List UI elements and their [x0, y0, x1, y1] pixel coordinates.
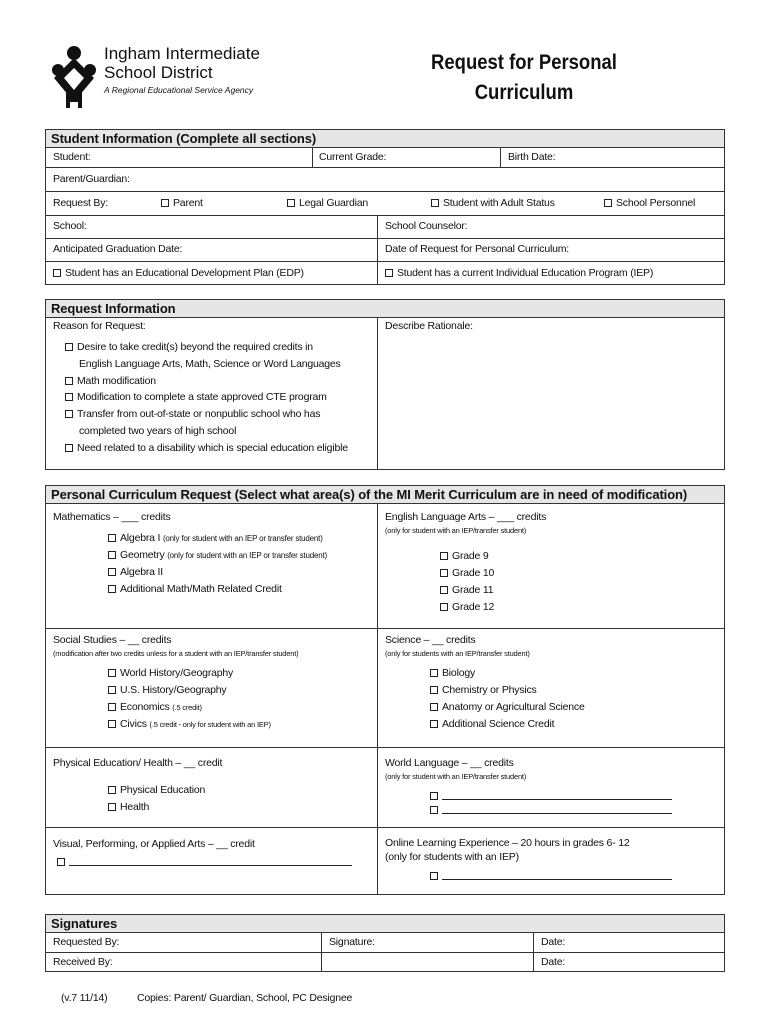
math-geometry[interactable]: Geometry (only for student with an IEP or transfer student): [108, 549, 327, 562]
school-field[interactable]: School:: [53, 220, 87, 232]
ela-grade10[interactable]: Grade 10: [440, 567, 494, 580]
math-label: Mathematics – ___ credits: [53, 511, 171, 523]
math-algebra1[interactable]: Algebra I (only for student with an IEP or transfer student): [108, 532, 323, 545]
reason-option-1[interactable]: Desire to take credit(s) beyond the required credits in: [65, 341, 313, 354]
student-info-heading: Student Information (Complete all sections): [45, 129, 725, 148]
checkbox-icon[interactable]: [440, 603, 448, 611]
checkbox-icon[interactable]: [57, 858, 65, 866]
received-by-field[interactable]: Received By:: [53, 956, 113, 968]
online-label: Online Learning Experience – 20 hours in grades 6- 12: [385, 837, 630, 849]
ss-civics[interactable]: Civics (.5 credit - only for student with an IEP): [108, 718, 271, 731]
version-text: (v.7 11/14): [61, 992, 108, 1004]
checkbox-icon[interactable]: [287, 199, 295, 207]
student-field[interactable]: Student:: [53, 151, 91, 163]
pe-physical-education[interactable]: Physical Education: [108, 784, 205, 797]
sci-additional[interactable]: Additional Science Credit: [430, 718, 554, 731]
opt-legal-guardian[interactable]: Legal Guardian: [287, 197, 368, 210]
ss-note: (modification after two credits unless for a student with an IEP/transfer student): [53, 649, 299, 658]
checkbox-icon[interactable]: [430, 792, 438, 800]
sci-chem-physics[interactable]: Chemistry or Physics: [430, 684, 537, 697]
ss-world-history[interactable]: World History/Geography: [108, 667, 233, 680]
opt-parent[interactable]: Parent: [161, 197, 203, 210]
requested-date-field[interactable]: Date:: [541, 936, 566, 948]
checkbox-icon[interactable]: [440, 552, 448, 560]
ela-grade9[interactable]: Grade 9: [440, 550, 489, 563]
copies-text: Copies: Parent/ Guardian, School, PC Designee: [137, 992, 353, 1004]
pe-label: Physical Education/ Health – __ credit: [53, 757, 223, 769]
checkbox-icon[interactable]: [440, 569, 448, 577]
wl-label: World Language – __ credits: [385, 757, 514, 769]
reason-label: Reason for Request:: [53, 320, 146, 332]
math-additional[interactable]: Additional Math/Math Related Credit: [108, 583, 282, 596]
sci-note: (only for students with an IEP/transfer student): [385, 649, 530, 658]
ss-label: Social Studies – __ credits: [53, 634, 172, 646]
ela-label: English Language Arts – ___ credits: [385, 511, 547, 523]
signature-field[interactable]: Signature:: [329, 936, 375, 948]
birth-date-field[interactable]: Birth Date:: [508, 151, 556, 163]
rationale-field[interactable]: Describe Rationale:: [385, 320, 473, 332]
page-title-line1: Request for Personal: [431, 51, 617, 74]
wl-option-1[interactable]: [430, 790, 672, 803]
ela-grade11[interactable]: Grade 11: [440, 584, 493, 597]
opt-adult-status[interactable]: Student with Adult Status: [431, 197, 555, 210]
checkbox-icon[interactable]: [108, 551, 116, 559]
sci-anatomy[interactable]: Anatomy or Agricultural Science: [430, 701, 585, 714]
online-option[interactable]: [430, 870, 672, 883]
checkbox-icon[interactable]: [108, 803, 116, 811]
opt-school-personnel[interactable]: School Personnel: [604, 197, 695, 210]
request-date-field[interactable]: Date of Request for Personal Curriculum:: [385, 243, 569, 255]
isd-logo-icon: [48, 44, 100, 112]
checkbox-icon[interactable]: [440, 586, 448, 594]
grad-date-field[interactable]: Anticipated Graduation Date:: [53, 243, 183, 255]
signatures-heading: Signatures: [45, 914, 725, 933]
math-algebra2[interactable]: Algebra II: [108, 566, 163, 579]
checkbox-icon[interactable]: [65, 377, 73, 385]
request-by-label: Request By:: [53, 197, 108, 209]
reason-option-4-cont: completed two years of high school: [79, 425, 237, 437]
checkbox-icon[interactable]: [430, 806, 438, 814]
reason-option-2[interactable]: Math modification: [65, 375, 156, 388]
checkbox-icon[interactable]: [108, 720, 116, 728]
checkbox-icon[interactable]: [108, 703, 116, 711]
checkbox-icon[interactable]: [161, 199, 169, 207]
checkbox-icon[interactable]: [108, 669, 116, 677]
ela-note: (only for student with an IEP/transfer student): [385, 526, 527, 535]
checkbox-icon[interactable]: [430, 686, 438, 694]
checkbox-icon[interactable]: [108, 534, 116, 542]
iep-option[interactable]: Student has a current Individual Education Program (IEP): [385, 267, 653, 280]
checkbox-icon[interactable]: [108, 568, 116, 576]
checkbox-icon[interactable]: [65, 444, 73, 452]
checkbox-icon[interactable]: [430, 703, 438, 711]
ss-us-history[interactable]: U.S. History/Geography: [108, 684, 226, 697]
checkbox-icon[interactable]: [65, 393, 73, 401]
checkbox-icon[interactable]: [53, 269, 61, 277]
pe-health[interactable]: Health: [108, 801, 149, 814]
org-name-line1: Ingham Intermediate: [104, 44, 260, 63]
reason-option-3[interactable]: Modification to complete a state approved CTE program: [65, 391, 327, 404]
ela-grade12[interactable]: Grade 12: [440, 601, 494, 614]
wl-option-2[interactable]: [430, 804, 672, 817]
received-date-field[interactable]: Date:: [541, 956, 566, 968]
request-info-heading: Request Information: [45, 299, 725, 318]
checkbox-icon[interactable]: [604, 199, 612, 207]
edp-option[interactable]: Student has an Educational Development Plan (EDP): [53, 267, 304, 280]
checkbox-icon[interactable]: [385, 269, 393, 277]
checkbox-icon[interactable]: [108, 786, 116, 794]
checkbox-icon[interactable]: [65, 343, 73, 351]
ss-economics[interactable]: Economics (.5 credit): [108, 701, 202, 714]
current-grade-field[interactable]: Current Grade:: [319, 151, 387, 163]
wl-note: (only for student with an IEP/transfer student): [385, 772, 527, 781]
checkbox-icon[interactable]: [108, 686, 116, 694]
checkbox-icon[interactable]: [430, 872, 438, 880]
arts-option[interactable]: [57, 856, 352, 869]
checkbox-icon[interactable]: [108, 585, 116, 593]
school-counselor-field[interactable]: School Counselor:: [385, 220, 468, 232]
reason-option-1-cont: English Language Arts, Math, Science or Word Languages: [79, 358, 341, 370]
pc-request-heading: Personal Curriculum Request (Select what area(s) of the MI Merit Curriculum are in need of modification): [45, 485, 725, 504]
arts-label: Visual, Performing, or Applied Arts – __ credit: [53, 838, 255, 850]
reason-option-5[interactable]: Need related to a disability which is special education eligible: [65, 442, 348, 455]
checkbox-icon[interactable]: [65, 410, 73, 418]
sci-label: Science – __ credits: [385, 634, 476, 646]
reason-option-4[interactable]: Transfer from out-of-state or nonpublic school who has: [65, 408, 320, 421]
checkbox-icon[interactable]: [431, 199, 439, 207]
checkbox-icon[interactable]: [430, 720, 438, 728]
org-name-line2: School District: [104, 63, 213, 82]
parent-guardian-field[interactable]: Parent/Guardian:: [53, 173, 130, 185]
page-title-line2: Curriculum: [474, 81, 574, 104]
online-note: (only for students with an IEP): [385, 851, 519, 863]
org-tagline: A Regional Educational Service Agency: [104, 85, 254, 95]
checkbox-icon[interactable]: [430, 669, 438, 677]
requested-by-field[interactable]: Requested By:: [53, 936, 120, 948]
sci-biology[interactable]: Biology: [430, 667, 475, 680]
